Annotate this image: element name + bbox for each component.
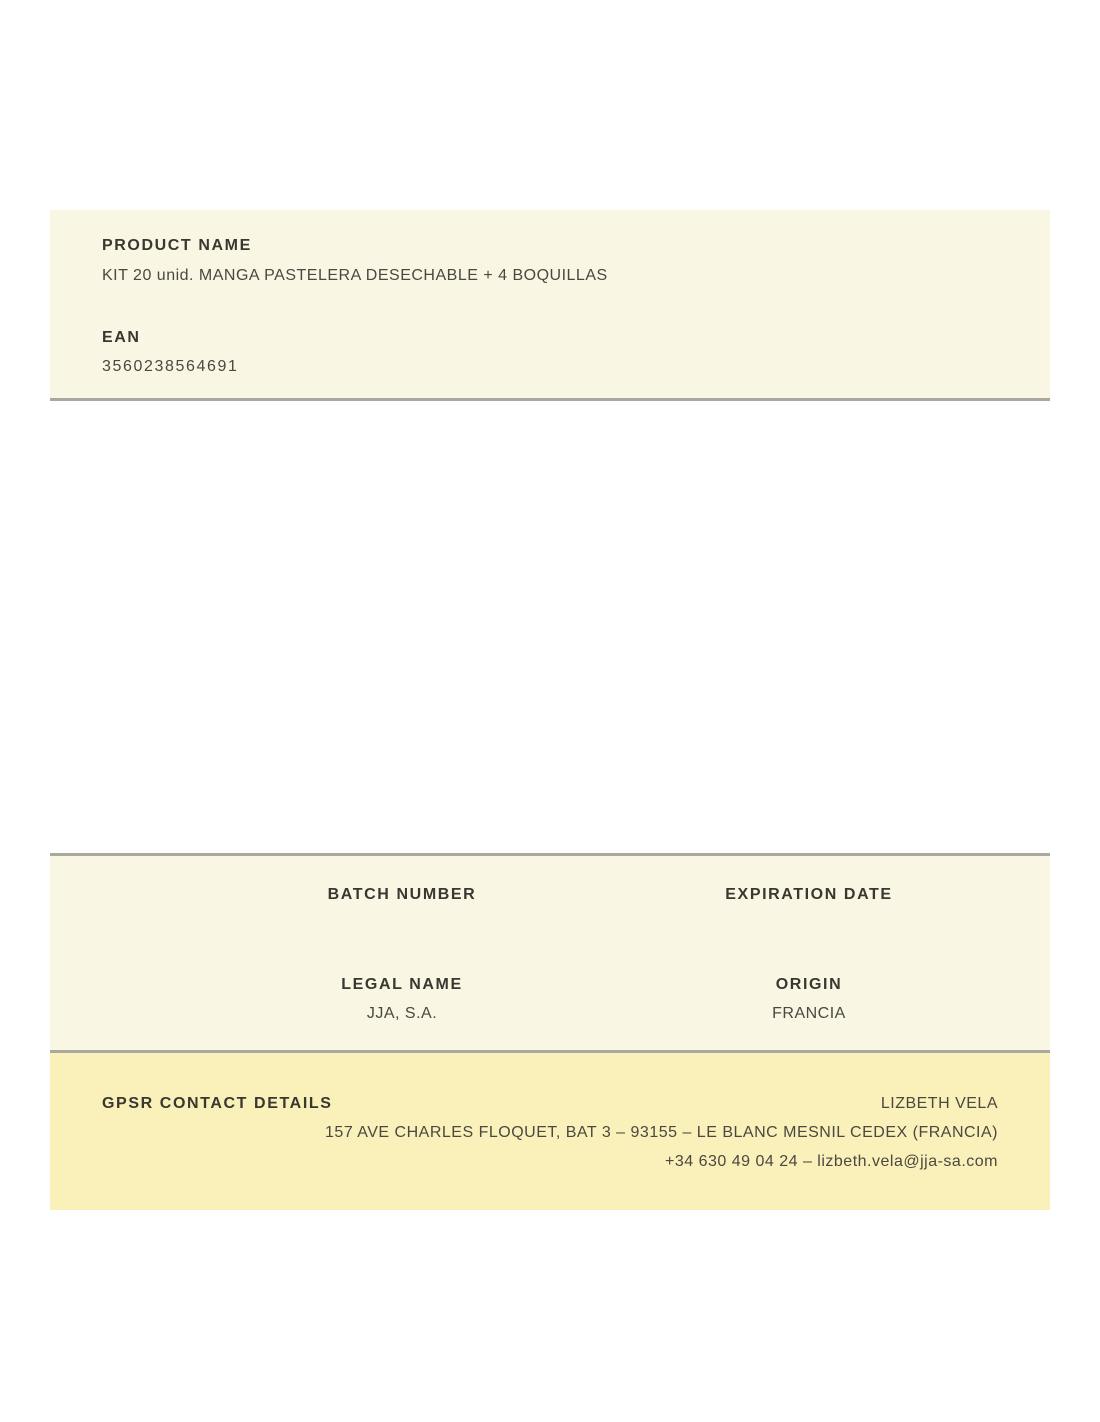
traceability-panel [50, 853, 1050, 1053]
gpsr-contact-name: LIZBETH VELA [880, 1095, 998, 1112]
ean-label: EAN [102, 329, 141, 346]
gpsr-address-line: 157 AVE CHARLES FLOQUET, BAT 3 – 93155 – LE BLANC MESNIL CEDEX (FRANCIA) [325, 1124, 998, 1141]
expiration-date-label: EXPIRATION DATE [725, 886, 893, 903]
batch-number-label: BATCH NUMBER [327, 886, 477, 903]
product-name-label: PRODUCT NAME [102, 237, 252, 254]
product-name-value: KIT 20 unid. MANGA PASTELERA DESECHABLE + 4 BOQUILLAS [102, 267, 608, 284]
legal-name-value: JJA, S.A. [366, 1005, 438, 1022]
gpsr-section-label: GPSR CONTACT DETAILS [102, 1095, 333, 1112]
legal-name-label: LEGAL NAME [341, 976, 463, 993]
ean-value: 3560238564691 [102, 358, 239, 375]
gpsr-phone-email-line: +34 630 49 04 24 – lizbeth.vela@jja-sa.com [665, 1153, 998, 1170]
origin-value: FRANCIA [772, 1005, 846, 1022]
origin-label: ORIGIN [775, 976, 843, 993]
gpsr-contact-panel [50, 1053, 1050, 1210]
product-info-panel [50, 210, 1050, 401]
